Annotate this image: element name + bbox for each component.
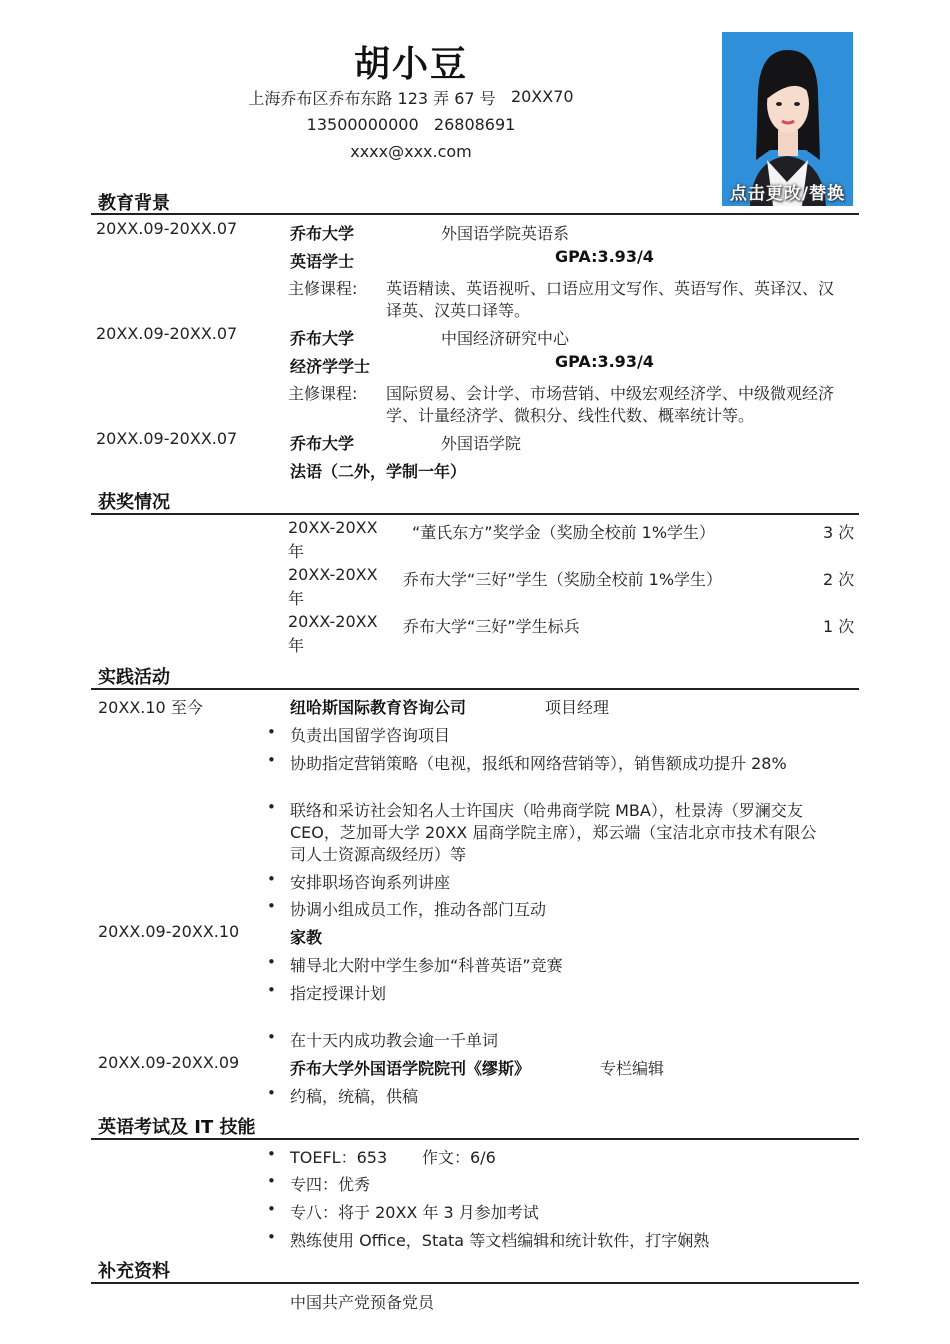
telephone: 26808691	[433, 115, 516, 134]
practice-role: 项目经理	[545, 698, 610, 717]
practice-date: 20XX.09-20XX.10	[98, 922, 240, 941]
bullet-dot: •	[267, 1084, 276, 1102]
practice-bullet: 负责出国留学咨询项目	[290, 726, 451, 745]
section-title-skills: 英语考试及 IT 技能	[98, 1117, 256, 1138]
edu-courses: 译英、汉英口译等。	[386, 301, 531, 320]
edu-school: 乔布大学	[290, 329, 355, 348]
award-name: 乔布大学“三好”学生标兵	[403, 617, 580, 636]
bullet-dot: •	[267, 897, 276, 915]
bullet-dot: •	[267, 751, 276, 769]
award-year-unit: 年	[288, 589, 305, 608]
resume-name: 胡小豆	[353, 44, 468, 85]
skill-item: 熟练使用 Office，Stata 等文档编辑和统计软件，打字娴熟	[290, 1231, 710, 1250]
edu-courses-label: 主修课程:	[288, 279, 358, 298]
postcode: 20XX70	[510, 87, 574, 106]
award-name: “董氏东方”奖学金（奖励全校前 1%学生）	[412, 523, 716, 542]
edu-gpa: GPA:3.93/4	[555, 352, 654, 371]
award-name: 乔布大学“三好”学生（奖励全校前 1%学生）	[403, 570, 723, 589]
practice-bullet: 在十天内成功教会逾一千单词	[290, 1031, 499, 1050]
bullet-dot: •	[267, 870, 276, 888]
section-divider	[91, 513, 859, 515]
edu-degree: 经济学学士	[290, 357, 371, 376]
edu-courses-label: 主修课程:	[288, 384, 358, 403]
phone-line	[0, 115, 822, 134]
edu-date: 20XX.09-20XX.07	[96, 429, 238, 448]
award-year-unit: 年	[288, 636, 305, 655]
award-count: 3 次	[823, 523, 855, 542]
edu-courses: 国际贸易、会计学、市场营销、中级宏观经济学、中级微观经济	[386, 384, 835, 403]
practice-bullet: 辅导北大附中学生参加“科普英语”竞赛	[290, 956, 563, 975]
bullet-dot: •	[267, 1172, 276, 1190]
edu-dept: 外国语学院	[441, 434, 522, 453]
bullet-dot: •	[267, 1145, 276, 1163]
edu-courses: 英语精读、英语视听、口语应用文写作、英语写作、英译汉、汉	[386, 279, 835, 298]
bullet-dot: •	[267, 798, 276, 816]
photo-change-caption[interactable]: 点击更改/替换	[729, 184, 846, 204]
phone: 13500000000	[306, 115, 419, 134]
practice-bullet: 约稿，统稿，供稿	[290, 1087, 419, 1106]
edu-date: 20XX.09-20XX.07	[96, 219, 238, 238]
extra-text: 中国共产党预备党员	[290, 1293, 435, 1312]
section-divider	[91, 213, 859, 215]
address-line	[0, 86, 822, 109]
bullet-dot: •	[267, 953, 276, 971]
edu-date: 20XX.09-20XX.07	[96, 324, 238, 343]
section-divider	[91, 1282, 859, 1284]
practice-bullet: 协助指定营销策略（电视，报纸和网络营销等），销售额成功提升 28%	[290, 754, 787, 773]
award-count: 1 次	[823, 617, 855, 636]
award-year-unit: 年	[288, 542, 305, 561]
bullet-dot: •	[267, 1028, 276, 1046]
bullet-dot: •	[267, 1200, 276, 1218]
skill-writing: 作文：6/6	[422, 1148, 496, 1167]
edu-school: 乔布大学	[290, 434, 355, 453]
edu-degree: 法语（二外，学制一年）	[290, 462, 467, 481]
practice-org: 纽哈斯国际教育咨询公司	[290, 698, 467, 717]
practice-date: 20XX.09-20XX.09	[98, 1053, 240, 1072]
edu-courses: 学、计量经济学、微积分、线性代数、概率统计等。	[386, 406, 755, 425]
award-year: 20XX-20XX	[288, 612, 378, 631]
practice-bullet: 协调小组成员工作，推动各部门互动	[290, 900, 547, 919]
practice-org: 乔布大学外国语学院院刊《缪斯》	[290, 1059, 531, 1078]
bullet-dot: •	[267, 723, 276, 741]
practice-bullet: CEO，芝加哥大学 20XX 届商学院主席），郑云端（宝洁北京市技术有限公	[290, 823, 817, 842]
skill-item: 专八：将于 20XX 年 3 月参加考试	[290, 1203, 539, 1222]
bullet-dot: •	[267, 1228, 276, 1246]
practice-bullet: 司人士资源高级经历）等	[290, 845, 467, 864]
email: xxxx@xxx.com	[350, 142, 472, 161]
practice-bullet: 指定授课计划	[290, 984, 387, 1003]
skill-toefl: TOEFL：653	[290, 1148, 388, 1167]
practice-role: 专栏编辑	[600, 1059, 665, 1078]
section-title-awards: 获奖情况	[98, 492, 170, 513]
bullet-dot: •	[267, 981, 276, 999]
practice-date: 20XX.10 至今	[98, 698, 203, 717]
practice-org: 家教	[290, 928, 323, 947]
practice-bullet: 安排职场咨询系列讲座	[290, 873, 451, 892]
profile-photo[interactable]	[722, 32, 853, 206]
edu-dept: 中国经济研究中心	[441, 329, 570, 348]
section-divider	[91, 688, 859, 690]
edu-degree: 英语学士	[290, 252, 355, 271]
award-year: 20XX-20XX	[288, 565, 378, 584]
award-year: 20XX-20XX	[288, 518, 378, 537]
section-title-practice: 实践活动	[98, 667, 170, 688]
section-divider	[91, 1138, 859, 1140]
edu-school: 乔布大学	[290, 224, 355, 243]
practice-bullet: 联络和采访社会知名人士许国庆（哈弗商学院 MBA），杜景涛（罗澜交友	[290, 801, 803, 820]
address: 上海乔布区乔布东路 123 弄 67 号	[248, 89, 496, 108]
award-count: 2 次	[823, 570, 855, 589]
edu-gpa: GPA:3.93/4	[555, 247, 654, 266]
section-title-extra: 补充资料	[98, 1261, 170, 1282]
skill-item: 专四：优秀	[290, 1175, 371, 1194]
section-title-education: 教育背景	[98, 193, 170, 214]
edu-dept: 外国语学院英语系	[441, 224, 570, 243]
